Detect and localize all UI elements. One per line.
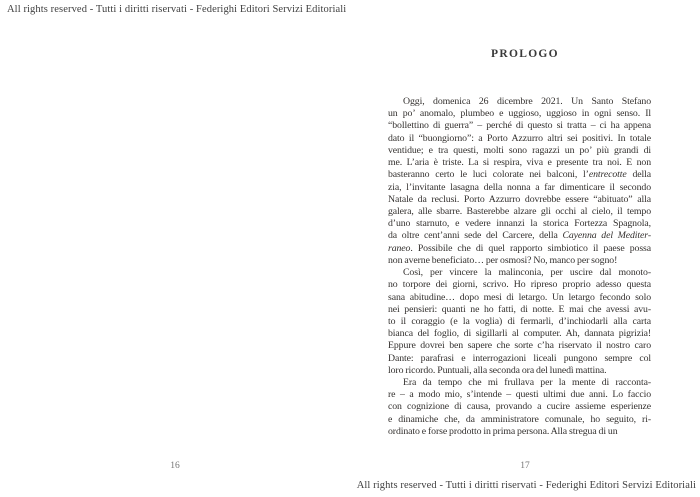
text-line: ordinato e forse prodotto in prima persona. Alla stregua di un xyxy=(388,425,618,437)
text-line: un po’ anomalo, plumbeo e uggioso, uggioso in ogni senso. Il xyxy=(388,108,651,120)
copyright-watermark-top: All rights reserved - Tutti i diritti riservati - Federighi Editori Servizi Editoriali xyxy=(7,4,347,15)
text-line: sana abitudine… dopo mesi di letargo. Un letargo fecondo solo xyxy=(388,291,651,303)
text-line: nei pensieri: quanti ne ho fatti, di notte. E mai che avessi avu- xyxy=(388,303,651,315)
text-line: dato il “buongiorno”: a Porto Azzurro altri sei positivi. In totale xyxy=(388,132,651,144)
page-number-left: 16 xyxy=(170,461,180,471)
chapter-heading: PROLOGO xyxy=(491,48,559,60)
text-line: galera, alle sbarre. Basterebbe alzare gli occhi al cielo, il tempo xyxy=(388,205,651,217)
text-line: e dinamiche che, da amministratore comunale, ho seguito, ri- xyxy=(388,413,651,425)
text-line: basteranno certo le luci colorate nei balconi, l’entrecotte della xyxy=(388,169,651,181)
text-line: me. L’aria è triste. La si respira, viva e presente tra noi. E non xyxy=(388,157,651,169)
text-line: Era da tempo che mi frullava per la mente di racconta- xyxy=(403,377,651,389)
text-line: loro ricordo. Puntuali, alla seconda ora del lunedì mattina. xyxy=(388,364,607,376)
text-line: “bollettino di guerra” – perché di questo si tratta – ci ha appena xyxy=(388,120,651,132)
text-line: to il coraggio (e la voglia) di fermarli, d’inchiodarli alla carta xyxy=(388,315,651,327)
text-line: no torpore dei giorni, scrivo. Ho ripreso proprio adesso questa xyxy=(388,279,651,291)
text-line: non averne beneficiato… per osmosi? No, manco per sogno! xyxy=(388,254,618,266)
text-line: Eppure dovrei ben sapere che sorte c’ha riservato il nostro caro xyxy=(388,340,651,352)
text-line: bianca del foglio, di sigillarli al computer. Ah, dannata pigrizia! xyxy=(388,328,651,340)
text-line: Così, per vincere la malinconia, per uscire dal monoto- xyxy=(403,267,651,279)
text-line: ventidue; e tra questi, molti sono ragazzi un po’ più grandi di xyxy=(388,144,651,156)
text-line: zia, l’invitante lasagna della nonna a far dimenticare il secondo xyxy=(388,181,651,193)
text-line: Natale da reclusi. Porto Azzurro dovrebbe essere “abituato” alla xyxy=(388,193,651,205)
text-line: d’uno starnuto, e vedere innanzi la storica Fortezza Spagnola, xyxy=(388,218,651,230)
body-text-column xyxy=(388,96,651,438)
text-line: re – a modo mio, s’intende – questi ultimi due anni. Lo faccio xyxy=(388,389,651,401)
text-line: raneo. Possibile che di quel rapporto simbiotico il paese possa xyxy=(388,242,651,254)
text-line: con cognizione di causa, provando a cucire assieme esperienze xyxy=(388,401,651,413)
page-right xyxy=(350,0,700,497)
page-number-right: 17 xyxy=(520,461,530,471)
text-line: Dante: parafrasi e interrogazioni liceali pungono sempre col xyxy=(388,352,651,364)
text-line: Oggi, domenica 26 dicembre 2021. Un Santo Stefano xyxy=(403,96,651,107)
text-line: da oltre cent’anni sede del Carcere, della Cayenna del Mediter- xyxy=(388,230,651,242)
copyright-watermark-bottom: All rights reserved - Tutti i diritti riservati - Federighi Editori Servizi Editoriali xyxy=(356,480,696,491)
